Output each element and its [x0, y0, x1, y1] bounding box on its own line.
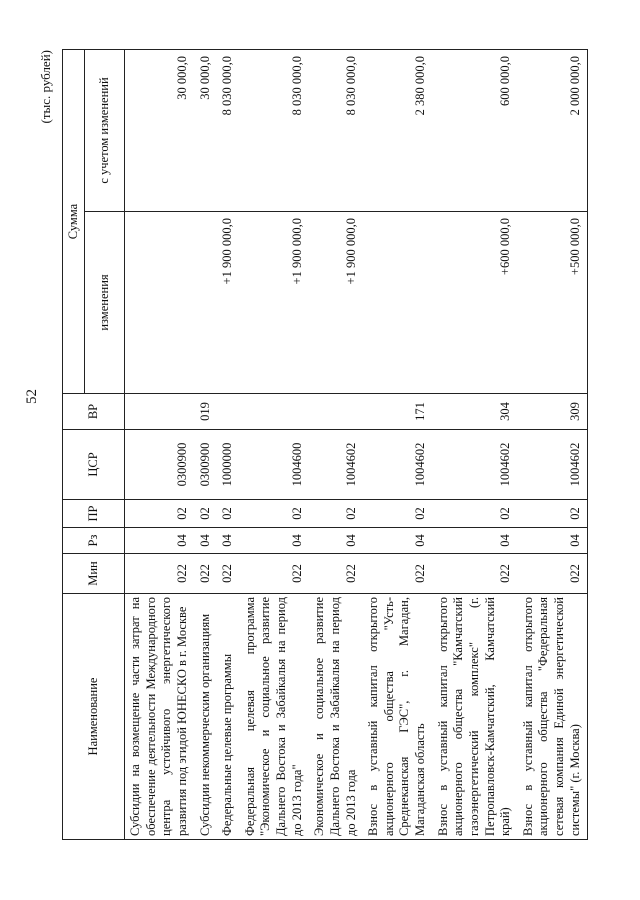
table-row [363, 50, 433, 840]
row-total: 8 030 000,0 [309, 50, 363, 212]
row-min: 022 [518, 554, 588, 594]
row-changes [125, 212, 195, 394]
row-min: 022 [125, 554, 195, 594]
budget-table [62, 49, 588, 840]
row-pr: 02 [363, 500, 433, 528]
row-pr: 02 [217, 500, 240, 528]
row-changes [363, 212, 433, 394]
header-name: Наименование [63, 594, 125, 840]
row-name: Федеральная целевая программа "Экономическое и социальное развитие Дальнего Востока и Забайкалья на период до 2013 года" [240, 594, 310, 840]
table-row [217, 50, 240, 840]
document-sheet [38, 50, 607, 840]
row-min: 022 [195, 554, 218, 594]
row-name: Экономическое и социальное развитие Дальнего Востока и Забайкалья на период до 2013 года [309, 594, 363, 840]
row-vr [240, 394, 310, 430]
row-vr [309, 394, 363, 430]
row-name: Взнос в уставный капитал открытого акционерного общества "Усть-Среднеканская ГЭС", г. Магадан, Магаданская область [363, 594, 433, 840]
page-number: 52 [24, 389, 40, 404]
row-vr: 304 [433, 394, 518, 430]
table-row [195, 50, 218, 840]
row-csr: 1004602 [309, 430, 363, 500]
row-changes [195, 212, 218, 394]
row-vr: 171 [363, 394, 433, 430]
row-total: 8 030 000,0 [240, 50, 310, 212]
table-row [125, 50, 195, 840]
row-name: Субсидии на возмещение части затрат на обеспечение деятельности Международного центра устойчивого энергетического развития под эгидой ЮНЕСКО в г. Москве [125, 594, 195, 840]
row-total: 2 000 000,0 [518, 50, 588, 212]
row-csr: 0300900 [125, 430, 195, 500]
row-name: Взнос в уставный капитал открытого акционерного общества "Федеральная сетевая компания Единой энергетической системы" (г. Москва) [518, 594, 588, 840]
row-pr: 02 [518, 500, 588, 528]
row-changes: +1 900 000,0 [240, 212, 310, 394]
row-rz: 04 [125, 528, 195, 554]
header-vr: ВР [63, 394, 125, 430]
row-changes: +1 900 000,0 [217, 212, 240, 394]
row-rz: 04 [195, 528, 218, 554]
table-row [309, 50, 363, 840]
row-csr: 0300900 [195, 430, 218, 500]
row-total: 30 000,0 [125, 50, 195, 212]
row-total: 600 000,0 [433, 50, 518, 212]
header-min: Мин [63, 554, 125, 594]
row-pr: 02 [309, 500, 363, 528]
row-rz: 04 [433, 528, 518, 554]
row-vr: 309 [518, 394, 588, 430]
row-total: 30 000,0 [195, 50, 218, 212]
row-min: 022 [217, 554, 240, 594]
row-min: 022 [433, 554, 518, 594]
row-name: Федеральные целевые программы [217, 594, 240, 840]
header-csr: ЦСР [63, 430, 125, 500]
row-rz: 04 [363, 528, 433, 554]
row-changes: +500 000,0 [518, 212, 588, 394]
row-rz: 04 [309, 528, 363, 554]
table-row [240, 50, 310, 840]
row-name: Субсидии некоммерческим организациям [195, 594, 218, 840]
header-rz: Рз [63, 528, 125, 554]
header-changes: изменения [85, 212, 125, 394]
table-row [518, 50, 588, 840]
row-rz: 04 [240, 528, 310, 554]
header-pr: ПР [63, 500, 125, 528]
row-pr: 02 [125, 500, 195, 528]
table-row [433, 50, 518, 840]
row-total: 2 380 000,0 [363, 50, 433, 212]
row-name: Взнос в уставный капитал открытого акционерного общества "Камчатский газоэнергетический комплекс" (г. Петропавловск-Камчатский, Камчатский край) [433, 594, 518, 840]
row-vr [125, 394, 195, 430]
header-sum: Сумма [63, 50, 85, 394]
row-csr: 1004602 [518, 430, 588, 500]
row-rz: 04 [217, 528, 240, 554]
row-changes: +1 900 000,0 [309, 212, 363, 394]
row-min: 022 [309, 554, 363, 594]
row-rz: 04 [518, 528, 588, 554]
row-vr: 019 [195, 394, 218, 430]
row-min: 022 [240, 554, 310, 594]
row-csr: 1004600 [240, 430, 310, 500]
row-vr [217, 394, 240, 430]
row-pr: 02 [195, 500, 218, 528]
header-with-changes: с учетом изменений [85, 50, 125, 212]
row-csr: 1004602 [363, 430, 433, 500]
row-changes: +600 000,0 [433, 212, 518, 394]
row-pr: 02 [433, 500, 518, 528]
row-pr: 02 [240, 500, 310, 528]
row-total: 8 030 000,0 [217, 50, 240, 212]
row-csr: 1000000 [217, 430, 240, 500]
units-note: (тыс. рублей) [38, 50, 53, 124]
row-csr: 1004602 [433, 430, 518, 500]
row-min: 022 [363, 554, 433, 594]
